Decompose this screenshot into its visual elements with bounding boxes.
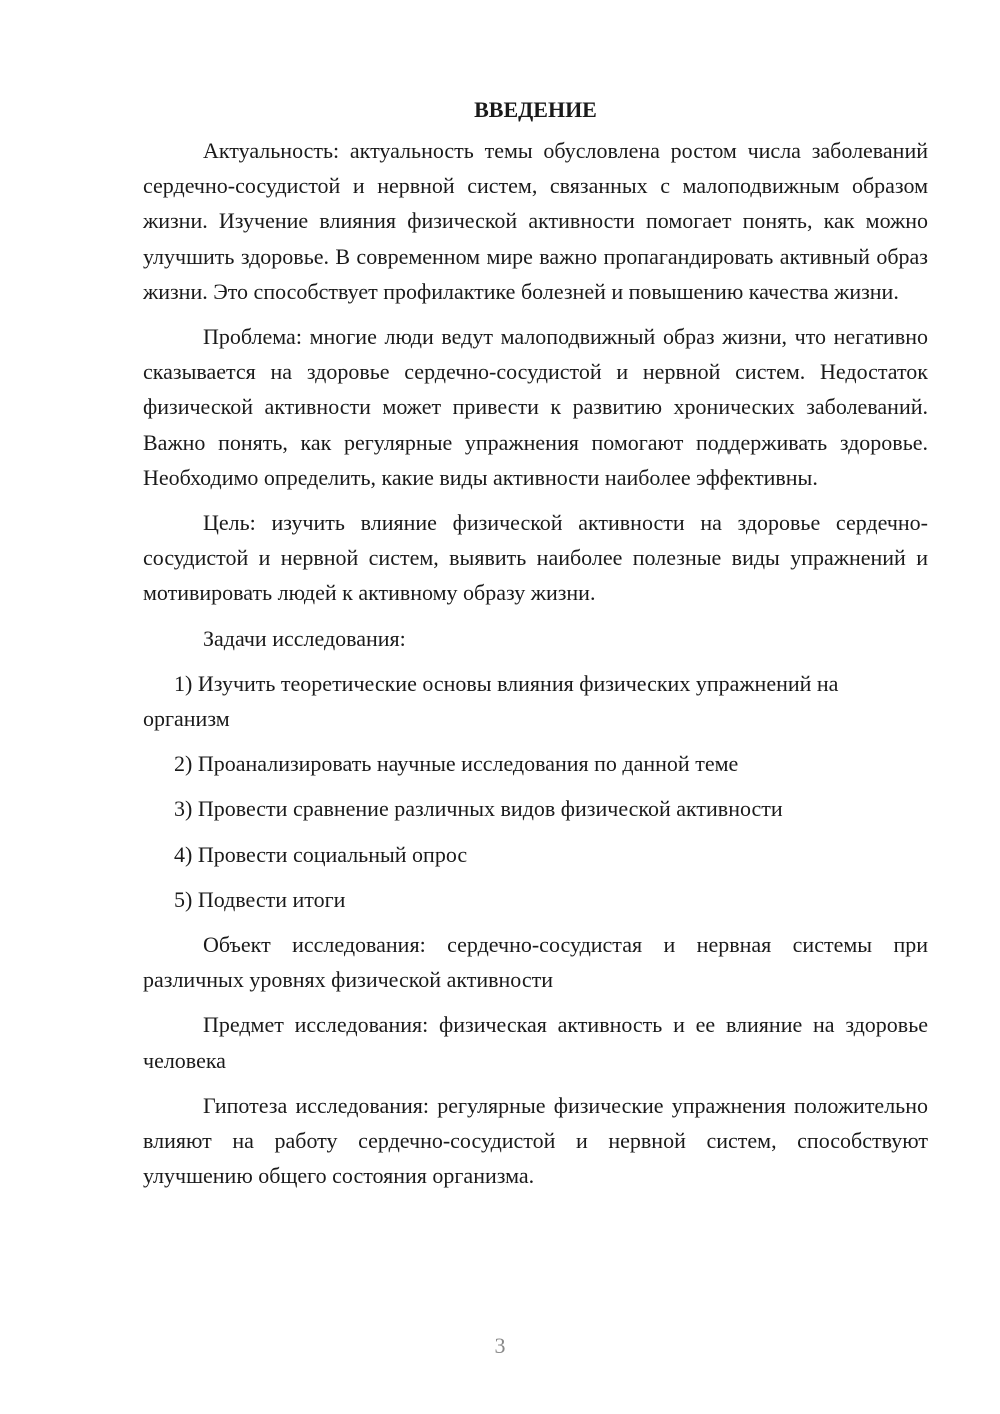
- task-item: 4) Провести социальный опрос: [174, 841, 468, 867]
- relevance-paragraph: Актуальность: актуальность темы обусловлена ростом числа заболеваний сердечно-сосудистой и нервной систем, связанных с малоподвижным образом жизни. Изучение влияния физической активности помогает понять, как можно улучшить здоровье. В современном мире важно пропагандировать активный образ жизни. Это способствует профилактике болезней и повышению качества жизни.: [143, 138, 928, 304]
- page-number: 3: [494, 1333, 506, 1358]
- task-item: 1) Изучить теоретические основы влияния физических упражнений на организм: [143, 670, 839, 732]
- task-item: 5) Подвести итоги: [174, 886, 346, 912]
- object-paragraph: Объект исследования: сердечно-сосудистая и нервная системы при различных уровнях физической активности: [143, 932, 928, 993]
- page-content: [143, 92, 928, 1203]
- section-title: ВВЕДЕНИЕ: [474, 97, 597, 122]
- subject-paragraph: Предмет исследования: физическая активность и ее влияние на здоровье человека: [143, 1012, 928, 1073]
- task-item: 2) Проанализировать научные исследования по данной теме: [174, 751, 739, 777]
- problem-paragraph: Проблема: многие люди ведут малоподвижный образ жизни, что негативно сказывается на здоровье сердечно-сосудистой и нервной систем. Недостаток физической активности может привести к развитию хронических заболеваний. Важно понять, как регулярные упражнения помогают поддерживать здоровье. Необходимо определить, какие виды активности наиболее эффективны.: [143, 324, 928, 490]
- hypothesis-paragraph: Гипотеза исследования: регулярные физические упражнения положительно влияют на работу сердечно-сосудистой и нервной систем, способствуют улучшению общего состояния организма.: [143, 1092, 928, 1189]
- tasks-label: Задачи исследования:: [203, 625, 406, 651]
- task-item: 3) Провести сравнение различных видов физической активности: [174, 796, 783, 822]
- goal-paragraph: Цель: изучить влияние физической активности на здоровье сердечно-сосудистой и нервной систем, выявить наиболее полезные виды упражнений и мотивировать людей к активному образу жизни.: [143, 510, 928, 606]
